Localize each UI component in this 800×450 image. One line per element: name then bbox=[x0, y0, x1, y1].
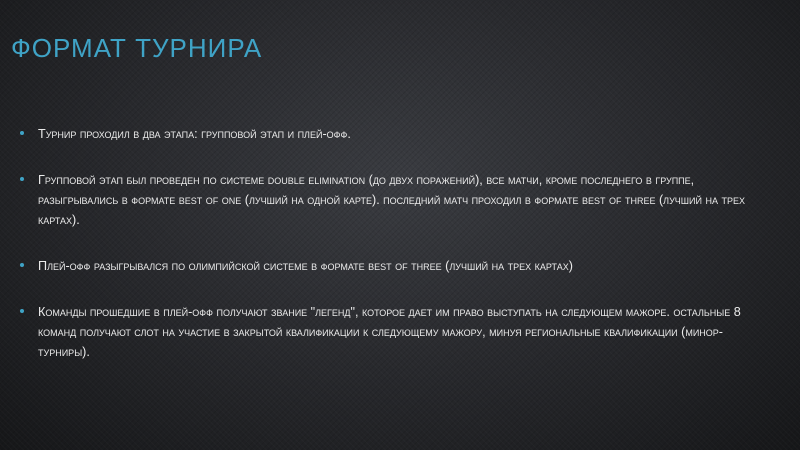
bullet-item bbox=[20, 124, 760, 144]
bullet-list bbox=[20, 124, 760, 388]
bullet-item bbox=[20, 302, 760, 362]
bullet-text: Команды прошедшие в плей-офф получают звание "легенд", которое дает им право выступать на следующем мажоре. остальные 8 команд получают слот на участие в закрытой квалификации к следующему мажору, минуя региональные квалификации (минор-турниры). bbox=[38, 305, 741, 359]
bullet-text: Турнир проходил в два этапа: групповой этап и плей-офф. bbox=[38, 127, 351, 141]
slide-title: ФОРМАТ ТУРНИРА bbox=[11, 33, 263, 63]
bullet-text: Групповой этап был проведен по системе double elimination (до двух поражений), все матчи, кроме последнего в группе, разыгрывались в формате best of one (лучший на одной карте). последний матч проходил в формате best of three (лучший на трех картах). bbox=[38, 173, 745, 227]
bullet-dot-icon bbox=[20, 309, 24, 313]
bullet-dot-icon bbox=[20, 131, 24, 135]
bullet-item bbox=[20, 170, 760, 230]
bullet-dot-icon bbox=[20, 177, 24, 181]
bullet-item bbox=[20, 256, 760, 276]
bullet-dot-icon bbox=[20, 263, 24, 267]
bullet-text: Плей-офф разыгрывался по олимпийской системе в формате best of three (лучший на трех картах) bbox=[38, 259, 573, 273]
